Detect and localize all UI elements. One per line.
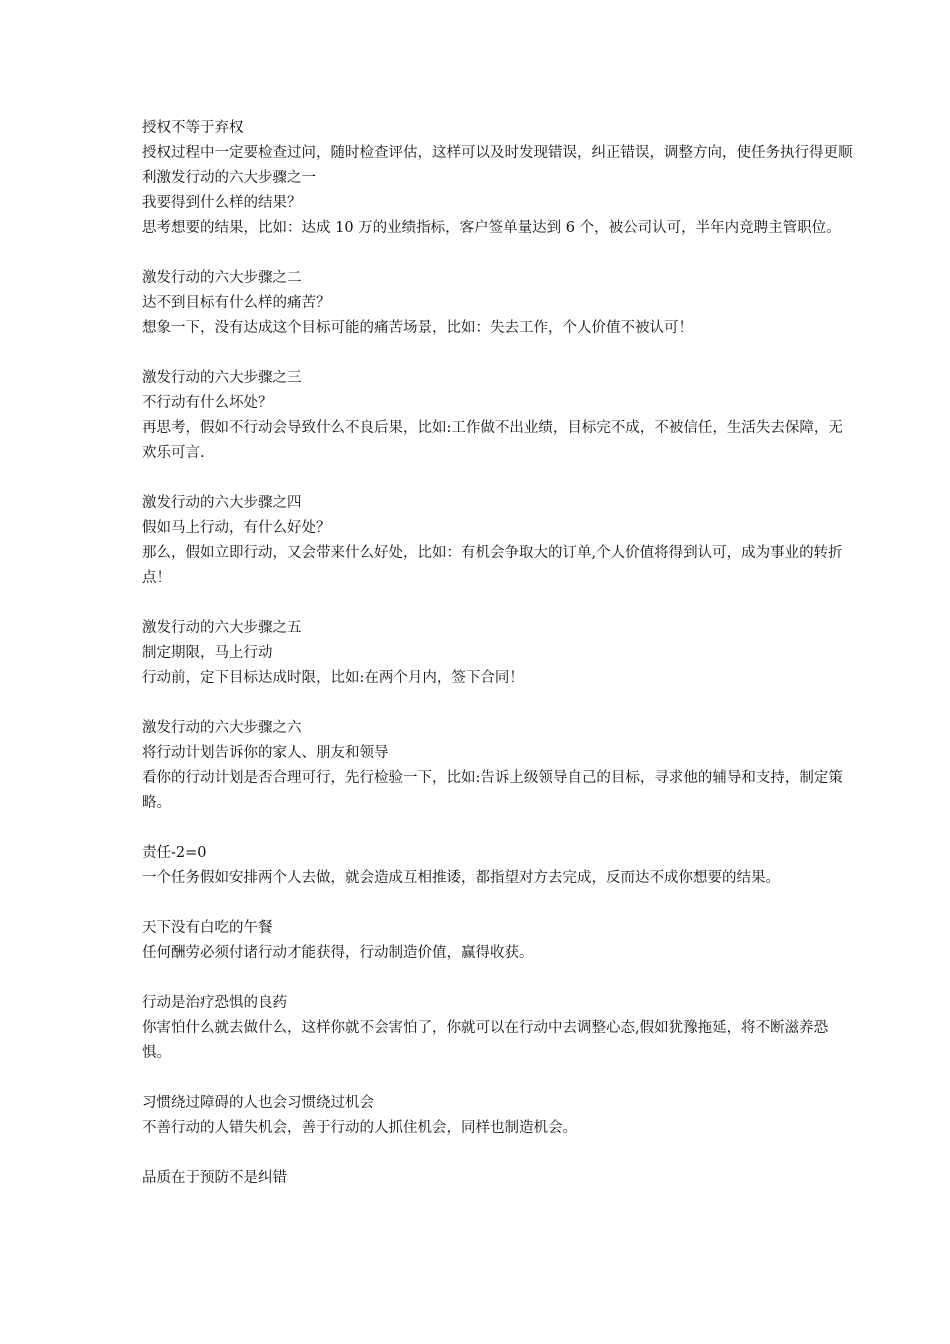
free-lunch-heading: 天下没有白吃的午餐 [142,920,273,936]
habit-paragraph: 不善行动的人错失机会，善于行动的人抓住机会，同样也制造机会。 [142,1120,577,1136]
step6-paragraph: 看你的行动计划是否合理可行，先行检验一下，比如:告诉上级领导自己的目标，寻求他的辅导和支持，制定策略。 [142,770,843,811]
blank-line [142,691,854,716]
blank-line [142,1066,854,1091]
step5-paragraph: 行动前，定下目标达成时限，比如:在两个月内，签下合同！ [142,670,524,686]
step5-heading: 激发行动的六大步骤之五 [142,620,302,636]
habit-heading: 习惯绕过障碍的人也会习惯绕过机会 [142,1095,374,1111]
step3-question: 不行动有什么坏处？ [142,395,273,411]
step4-heading: 激发行动的六大步骤之四 [142,495,302,511]
step2-question: 达不到目标有什么样的痛苦？ [142,295,331,311]
quality-heading: 品质在于预防不是纠错 [142,1170,287,1186]
step3-heading: 激发行动的六大步骤之三 [142,370,302,386]
document-body [142,116,854,1191]
heading-delegation: 授权不等于弃权 [142,120,244,136]
step5-question: 制定期限，马上行动 [142,645,273,661]
step4-paragraph: 那么，假如立即行动，又会带来什么好处，比如：有机会争取大的订单,个人价值将得到认可，成为事业的转折点！ [142,545,843,586]
step6-heading: 激发行动的六大步骤之六 [142,720,302,736]
fear-heading: 行动是治疗恐惧的良药 [142,995,287,1011]
blank-line [142,816,854,841]
blank-line [142,241,854,266]
blank-line [142,966,854,991]
blank-line [142,591,854,616]
step6-question: 将行动计划告诉你的家人、朋友和领导 [142,745,389,761]
step1-paragraph: 思考想要的结果，比如：达成 10 万的业绩指标，客户签单量达到 6 个，被公司认可，半年内竞聘主管职位。 [142,220,841,236]
step2-heading: 激发行动的六大步骤之二 [142,270,302,286]
step3-paragraph: 再思考，假如不行动会导致什么不良后果，比如:工作做不出业绩，目标完不成，不被信任，生活失去保障，无欢乐可言. [142,420,843,461]
blank-line [142,891,854,916]
step2-paragraph: 想象一下，没有达成这个目标可能的痛苦场景，比如：失去工作，个人价值不被认可！ [142,320,693,336]
blank-line [142,1141,854,1166]
blank-line [142,341,854,366]
responsibility-heading: 责任-2=0 [142,845,207,861]
fear-paragraph: 你害怕什么就去做什么，这样你就不会害怕了，你就可以在行动中去调整心态,假如犹豫拖延，将不断滋养恐惧。 [142,1020,829,1061]
responsibility-paragraph: 一个任务假如安排两个人去做，就会造成互相推诿，都指望对方去完成，反而达不成你想要的结果。 [142,870,780,886]
step1-question: 我要得到什么样的结果？ [142,195,302,211]
blank-line [142,466,854,491]
free-lunch-paragraph: 任何酬劳必须付诸行动才能获得，行动制造价值，赢得收获。 [142,945,534,961]
step4-question: 假如马上行动，有什么好处？ [142,520,331,536]
paragraph-delegation: 授权过程中一定要检查过问，随时检查评估，这样可以及时发现错误，纠正错误，调整方向，使任务执行得更顺利激发行动的六大步骤之一 [142,145,853,186]
